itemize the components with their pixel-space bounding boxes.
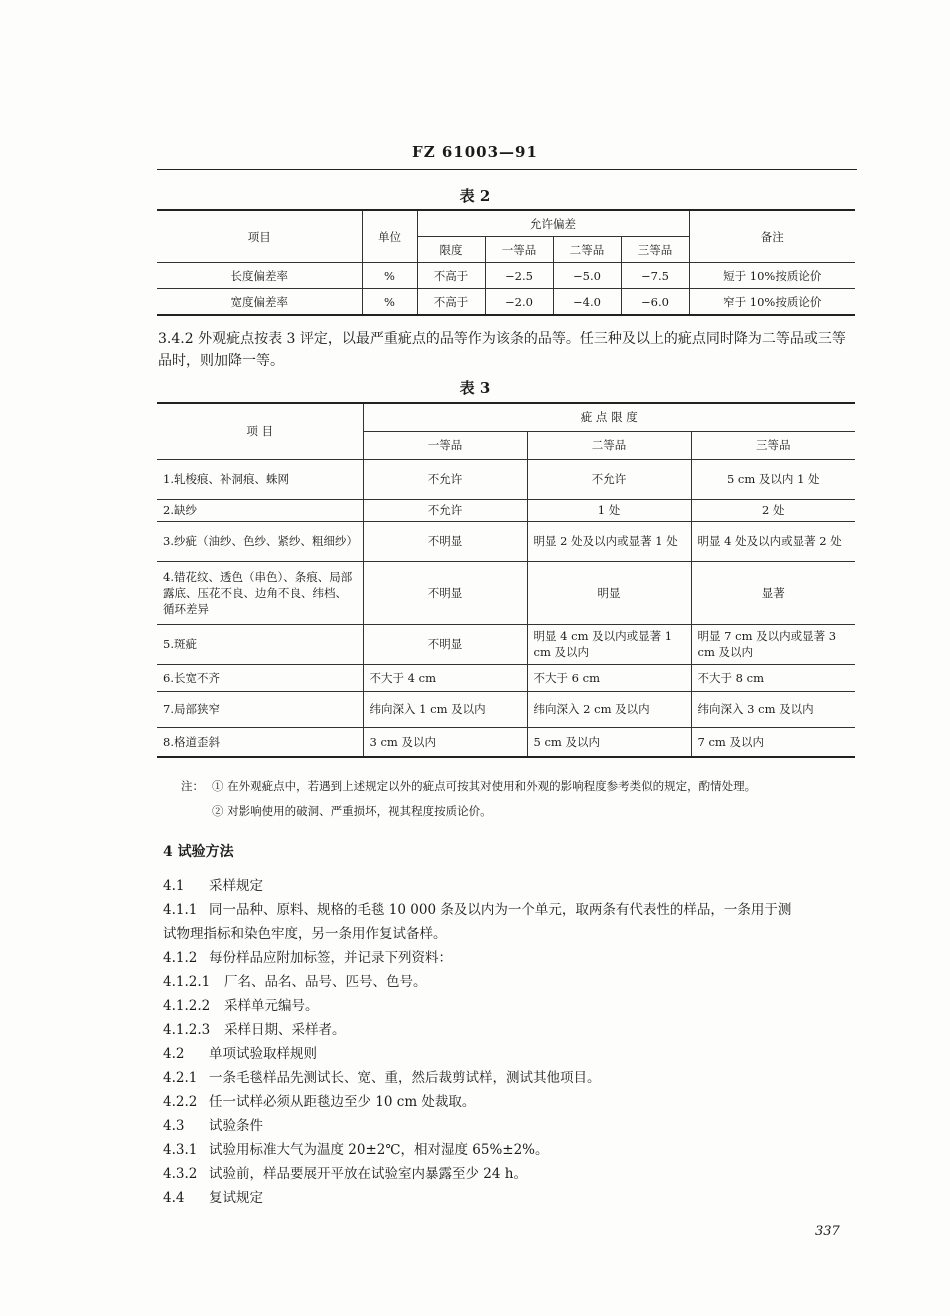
clause-line bbox=[163, 876, 263, 896]
clause-text: 单项试验取样规则 bbox=[209, 1046, 317, 1062]
table-row bbox=[157, 691, 855, 727]
table2 bbox=[157, 209, 855, 316]
table-cell: 明显 2 处及以内或显著 1 处 bbox=[527, 521, 691, 561]
clause-line bbox=[163, 1020, 346, 1040]
table-cell: 短于 10%按质论价 bbox=[689, 263, 855, 289]
table-cell: −6.0 bbox=[621, 289, 689, 316]
section-4-title: 4 试验方法 bbox=[163, 844, 234, 860]
clause-number: 4.3.2 bbox=[163, 1166, 198, 1182]
table-row bbox=[157, 561, 855, 624]
clause-number: 4.1.2 bbox=[163, 950, 198, 966]
table2-head-grade3: 三等品 bbox=[621, 237, 689, 263]
clause-text: 同一品种、原料、规格的毛毯 10 000 条及以内为一个单元，取两条有代表性的样品，一条用于测 bbox=[209, 902, 792, 918]
clause-number: 4.2 bbox=[163, 1046, 185, 1062]
clause-line bbox=[163, 924, 447, 944]
clause-line bbox=[163, 900, 791, 920]
clause-number: 4.1.2.1 bbox=[163, 974, 211, 990]
table-cell: 不允许 bbox=[363, 459, 527, 499]
clause-text: 一条毛毯样品先测试长、宽、重，然后裁剪试样，测试其他项目。 bbox=[209, 1070, 601, 1086]
page-number: 337 bbox=[815, 1224, 840, 1239]
table2-head-limit: 限度 bbox=[417, 237, 485, 263]
clause-number: 4.3.1 bbox=[163, 1142, 198, 1158]
table-cell: 2 处 bbox=[691, 499, 855, 521]
table2-head-grade1: 一等品 bbox=[485, 237, 553, 263]
clause-number: 4.1.2.2 bbox=[163, 998, 211, 1014]
table-row bbox=[157, 727, 855, 757]
table-cell: 5.斑疵 bbox=[157, 624, 363, 664]
clause-text: 复试规定 bbox=[209, 1190, 263, 1206]
clause-line bbox=[163, 972, 427, 992]
table3-head-grade1: 一等品 bbox=[363, 431, 527, 459]
note-label: 注： bbox=[181, 779, 204, 793]
clause-number: 4.1.1 bbox=[163, 902, 198, 918]
table2-head-remark: 备注 bbox=[689, 210, 855, 263]
table-cell: 不明显 bbox=[363, 521, 527, 561]
table-cell: −7.5 bbox=[621, 263, 689, 289]
table-cell: 纬向深入 1 cm 及以内 bbox=[363, 691, 527, 727]
table-cell: 长度偏差率 bbox=[157, 263, 362, 289]
clause-text: 试验用标准大气为温度 20±2℃，相对湿度 65%±2%。 bbox=[209, 1142, 549, 1158]
table-cell: 不明显 bbox=[363, 624, 527, 664]
table3-head-limit: 疵 点 限 度 bbox=[363, 403, 855, 431]
table-cell: 5 cm 及以内 bbox=[527, 727, 691, 757]
table-cell: 1 处 bbox=[527, 499, 691, 521]
table-row bbox=[157, 499, 855, 521]
clause-line bbox=[163, 1140, 549, 1160]
clause-number: 4.1.2.3 bbox=[163, 1022, 211, 1038]
table-cell: 不高于 bbox=[417, 289, 485, 316]
table-cell: 4.错花纹、透色（串色）、条痕、局部露底、压花不良、边角不良、纬档、循环差异 bbox=[157, 561, 363, 624]
clause-number: 4.3 bbox=[163, 1118, 185, 1134]
header-rule bbox=[157, 169, 857, 170]
table-cell: 不允许 bbox=[527, 459, 691, 499]
table-cell: 纬向深入 2 cm 及以内 bbox=[527, 691, 691, 727]
table-cell: 不大于 6 cm bbox=[527, 664, 691, 691]
table-cell: 明显 4 cm 及以内或显著 1 cm 及以内 bbox=[527, 624, 691, 664]
clause-text: 采样日期、采样者。 bbox=[224, 1022, 346, 1038]
note-1: ① 在外观疵点中，若遇到上述规定以外的疵点可按其对使用和外观的影响程度参考类似的规定，酌情处理。 bbox=[212, 779, 757, 793]
page-header: FZ 61003—91 bbox=[412, 143, 538, 161]
table-cell: 5 cm 及以内 1 处 bbox=[691, 459, 855, 499]
table-row bbox=[157, 521, 855, 561]
clause-text: 每份样品应附加标签，并记录下列资料： bbox=[209, 950, 452, 966]
table3-head-item: 项 目 bbox=[157, 403, 363, 459]
table-cell: 不允许 bbox=[363, 499, 527, 521]
clause-number: 4.4 bbox=[163, 1190, 185, 1206]
clause-number: 4.2.2 bbox=[163, 1094, 198, 1110]
table-cell: 7.局部狭窄 bbox=[157, 691, 363, 727]
clause-line bbox=[163, 1164, 527, 1184]
clause-number: 4.1 bbox=[163, 878, 185, 894]
table2-head-item: 项目 bbox=[157, 210, 362, 263]
table2-header-row bbox=[157, 210, 855, 237]
clause-text: 试验条件 bbox=[209, 1118, 263, 1134]
clause-text: 任一试样必须从距毯边至少 10 cm 处裁取。 bbox=[209, 1094, 476, 1110]
clause-line bbox=[163, 1092, 475, 1112]
table-cell: −2.5 bbox=[485, 263, 553, 289]
table2-head-allowance: 允许偏差 bbox=[417, 210, 689, 237]
table2-head-unit: 单位 bbox=[362, 210, 417, 263]
table-cell: 7 cm 及以内 bbox=[691, 727, 855, 757]
table-cell: 明显 4 处及以内或显著 2 处 bbox=[691, 521, 855, 561]
table-cell: 1.轧梭痕、补洞痕、蛛网 bbox=[157, 459, 363, 499]
table-cell: −4.0 bbox=[553, 289, 621, 316]
table3-head-grade2: 二等品 bbox=[527, 431, 691, 459]
table2-caption: 表 2 bbox=[459, 187, 491, 205]
table2-head-grade2: 二等品 bbox=[553, 237, 621, 263]
clause-line bbox=[163, 1044, 317, 1064]
table-cell: 不大于 8 cm bbox=[691, 664, 855, 691]
table-cell: 纬向深入 3 cm 及以内 bbox=[691, 691, 855, 727]
table-cell: 不大于 4 cm bbox=[363, 664, 527, 691]
table-row bbox=[157, 459, 855, 499]
table-cell: 3 cm 及以内 bbox=[363, 727, 527, 757]
table3-caption: 表 3 bbox=[459, 379, 491, 397]
table-cell: 6.长宽不齐 bbox=[157, 664, 363, 691]
table-cell: −5.0 bbox=[553, 263, 621, 289]
table-cell: % bbox=[362, 263, 417, 289]
clause-line bbox=[163, 1116, 263, 1136]
table-cell: % bbox=[362, 289, 417, 316]
table-cell: 显著 bbox=[691, 561, 855, 624]
note-2: ② 对影响使用的破洞、严重损坏，视其程度按质论价。 bbox=[212, 804, 492, 818]
paragraph-3-4-2: 3.4.2 外观疵点按表 3 评定，以最严重疵点的品等作为该条的品等。任三种及以上的疵点同时降为二等品或三等品时，则加降一等。 bbox=[158, 331, 846, 369]
clause-text: 采样规定 bbox=[209, 878, 263, 894]
table-row bbox=[157, 263, 855, 289]
clause-text: 厂名、品名、品号、匹号、色号。 bbox=[224, 974, 427, 990]
table3-head-grade3: 三等品 bbox=[691, 431, 855, 459]
table-cell: 不高于 bbox=[417, 263, 485, 289]
table-cell: 宽度偏差率 bbox=[157, 289, 362, 316]
table-cell: 2.缺纱 bbox=[157, 499, 363, 521]
table3-header-row bbox=[157, 403, 855, 431]
table-cell: 明显 bbox=[527, 561, 691, 624]
table-cell: 窄于 10%按质论价 bbox=[689, 289, 855, 316]
clause-line bbox=[163, 1068, 601, 1088]
clause-number: 4.2.1 bbox=[163, 1070, 198, 1086]
table-row bbox=[157, 664, 855, 691]
table-cell: 不明显 bbox=[363, 561, 527, 624]
table3 bbox=[157, 402, 855, 758]
table-cell: 3.纱疵（油纱、色纱、紧纱、粗细纱） bbox=[157, 521, 363, 561]
clause-line bbox=[163, 1188, 263, 1208]
table-cell: 8.格道歪斜 bbox=[157, 727, 363, 757]
clause-text: 试验前，样品要展开平放在试验室内暴露至少 24 h。 bbox=[209, 1166, 527, 1182]
table-row bbox=[157, 624, 855, 664]
clause-line bbox=[163, 948, 452, 968]
table-cell: 明显 7 cm 及以内或显著 3 cm 及以内 bbox=[691, 624, 855, 664]
clause-text: 试物理指标和染色牢度，另一条用作复试备样。 bbox=[163, 926, 447, 942]
table-row bbox=[157, 289, 855, 316]
clause-text: 采样单元编号。 bbox=[224, 998, 319, 1014]
table-cell: −2.0 bbox=[485, 289, 553, 316]
clause-line bbox=[163, 996, 319, 1016]
